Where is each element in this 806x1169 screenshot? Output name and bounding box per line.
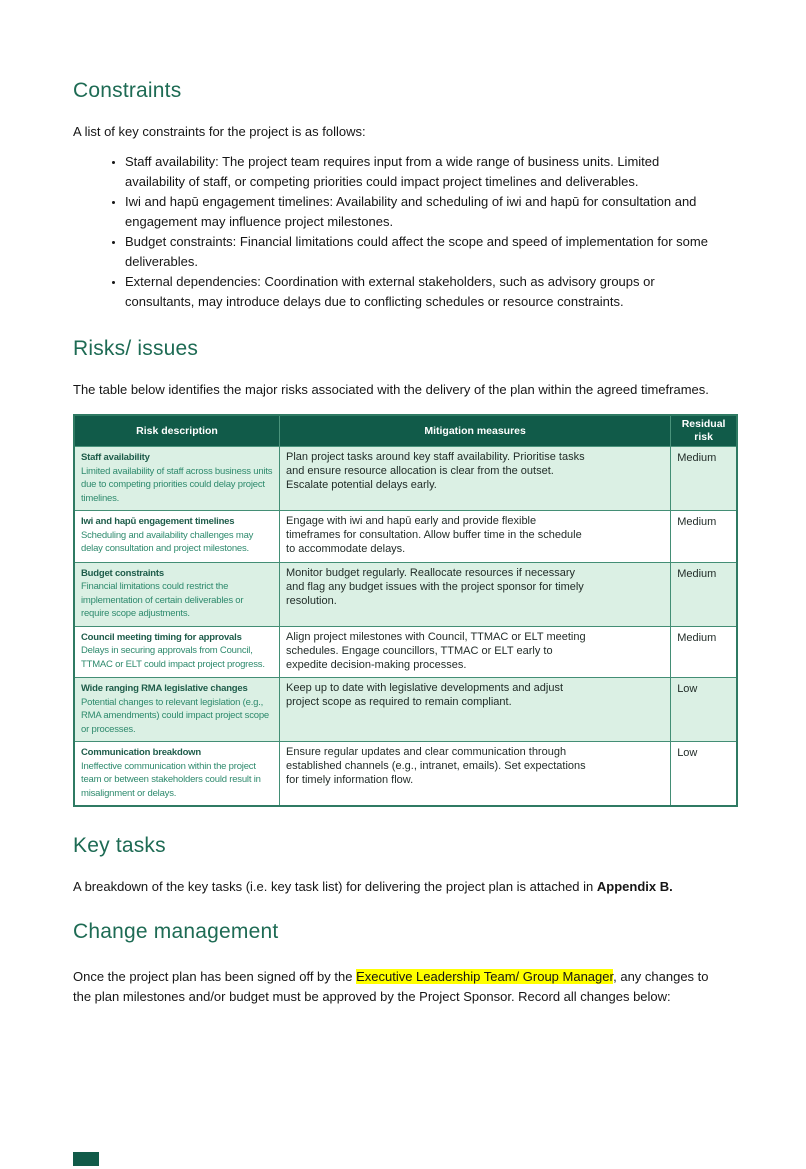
mitigation-text: Plan project tasks around key staff availability. Prioritise tasks and ensure resource allocation is clear from the outset. Escalate potential delays early. bbox=[286, 451, 585, 491]
header-mitigation-measures: Mitigation measures bbox=[280, 415, 671, 447]
risk-detail: Ineffective communication within the project team or between stakeholders could result in misalignment or delays. bbox=[81, 760, 261, 799]
risk-detail: Delays in securing approvals from Council, TTMAC or ELT could impact project progress. bbox=[81, 645, 265, 670]
risk-title: Wide ranging RMA legislative changes bbox=[81, 683, 248, 695]
residual-risk-value: Low bbox=[677, 683, 698, 696]
mitigation-text: Ensure regular updates and clear communication through established channels (e.g., intranet, emails). Set expectations for timely information flow. bbox=[286, 746, 586, 787]
risk-row-rma-legislative-changes bbox=[74, 678, 737, 742]
bullet-item-external-dependencies: • External dependencies: Coordination with external stakeholders, such as advisory groups or consultants, may introduce delays due to conflicting schedules or resource constraints. bbox=[125, 272, 721, 312]
risk-row-council-meeting-timing bbox=[74, 626, 737, 678]
mitigation-text: Keep up to date with legislative developments and adjust project scope as required to remain compliant. bbox=[286, 682, 564, 709]
mitigation-text: Align project milestones with Council, TTMAC or ELT meeting schedules. Engage councillors, TTMAC or ELT early to expedite decision-making processes. bbox=[286, 630, 586, 671]
risk-table bbox=[73, 414, 738, 807]
highlighted-approver-text: Executive Leadership Team/ Group Manager bbox=[356, 969, 614, 985]
change-management-text-suffix: , any changes to the plan milestones and/or budget must be approved by the Project Sponsor. Record all changes below: bbox=[73, 969, 709, 1005]
bullet-item-iwi-hapu-timelines: • Iwi and hapū engagement timelines: Availability and scheduling of iwi and hapū for consultation and engagement may influence project milestones. bbox=[125, 192, 721, 232]
mitigation-text: Engage with iwi and hapū early and provide flexible timeframes for consultation. Allow buffer time in the schedule to accommodate delays. bbox=[286, 515, 582, 555]
change-management-heading: Change management bbox=[73, 920, 279, 944]
bullet-item-staff-availability: • Staff availability: The project team requires input from a wide range of business units. Limited availability of staff, or competing priorities could impact project timelines and deliverables. bbox=[125, 152, 721, 192]
risk-row-staff-availability bbox=[74, 447, 737, 511]
residual-risk-value: Medium bbox=[677, 516, 717, 528]
appendix-b-reference: Appendix B. bbox=[596, 879, 673, 895]
mitigation-text: Monitor budget regularly. Reallocate resources if necessary and flag any budget issues with the project sponsor for timely resolution. bbox=[286, 566, 584, 607]
risk-title: Staff availability bbox=[81, 452, 150, 463]
residual-risk-value: Medium bbox=[677, 631, 717, 644]
header-residual-risk: Residual risk bbox=[671, 415, 737, 447]
risk-title: Council meeting timing for approvals bbox=[81, 631, 242, 643]
change-management-paragraph bbox=[73, 967, 721, 1007]
bullet-item-budget-constraints: • Budget constraints: Financial limitations could affect the scope and speed of implementation for some deliverables. bbox=[125, 232, 721, 272]
risk-title: Iwi and hapū engagement timelines bbox=[81, 516, 235, 527]
constraints-bullet-list bbox=[73, 152, 721, 312]
change-management-text-prefix: Once the project plan has been signed off by the bbox=[73, 969, 357, 985]
header-risk-description: Risk description bbox=[74, 415, 280, 447]
risk-detail: Limited availability of staff across business units due to competing priorities could delay project timelines. bbox=[81, 465, 273, 504]
risk-title: Budget constraints bbox=[81, 567, 164, 579]
key-tasks-heading: Key tasks bbox=[73, 834, 166, 858]
constraints-heading: Constraints bbox=[73, 79, 182, 102]
residual-risk-value: Low bbox=[677, 747, 698, 760]
risks-issues-heading: Risks/ issues bbox=[73, 337, 199, 360]
constraints-intro: A list of key constraints for the project is as follows: bbox=[73, 124, 366, 139]
key-tasks-text: A breakdown of the key tasks (i.e. key task list) for delivering the project plan is attached in bbox=[73, 879, 597, 895]
risk-table-header-row bbox=[74, 415, 737, 447]
risk-detail: Potential changes to relevant legislation (e.g., RMA amendments) could impact project scope or processes. bbox=[81, 696, 270, 735]
risk-row-communication-breakdown bbox=[74, 742, 737, 807]
key-tasks-paragraph bbox=[73, 877, 721, 897]
risk-row-budget-constraints bbox=[74, 562, 737, 626]
residual-risk-value: Medium bbox=[677, 567, 717, 580]
risk-detail: Scheduling and availability challenges may delay consultation and project milestones. bbox=[81, 529, 254, 554]
risks-table-intro: The table below identifies the major risks associated with the delivery of the plan within the agreed timeframes. bbox=[73, 382, 709, 397]
residual-risk-value: Medium bbox=[677, 452, 717, 464]
risk-title: Communication breakdown bbox=[81, 747, 201, 759]
risk-detail: Financial limitations could restrict the implementation of certain deliverables or require scope adjustments. bbox=[81, 581, 244, 620]
change-table-header-sliver bbox=[73, 1152, 99, 1166]
risk-row-iwi-hapu bbox=[74, 511, 737, 563]
